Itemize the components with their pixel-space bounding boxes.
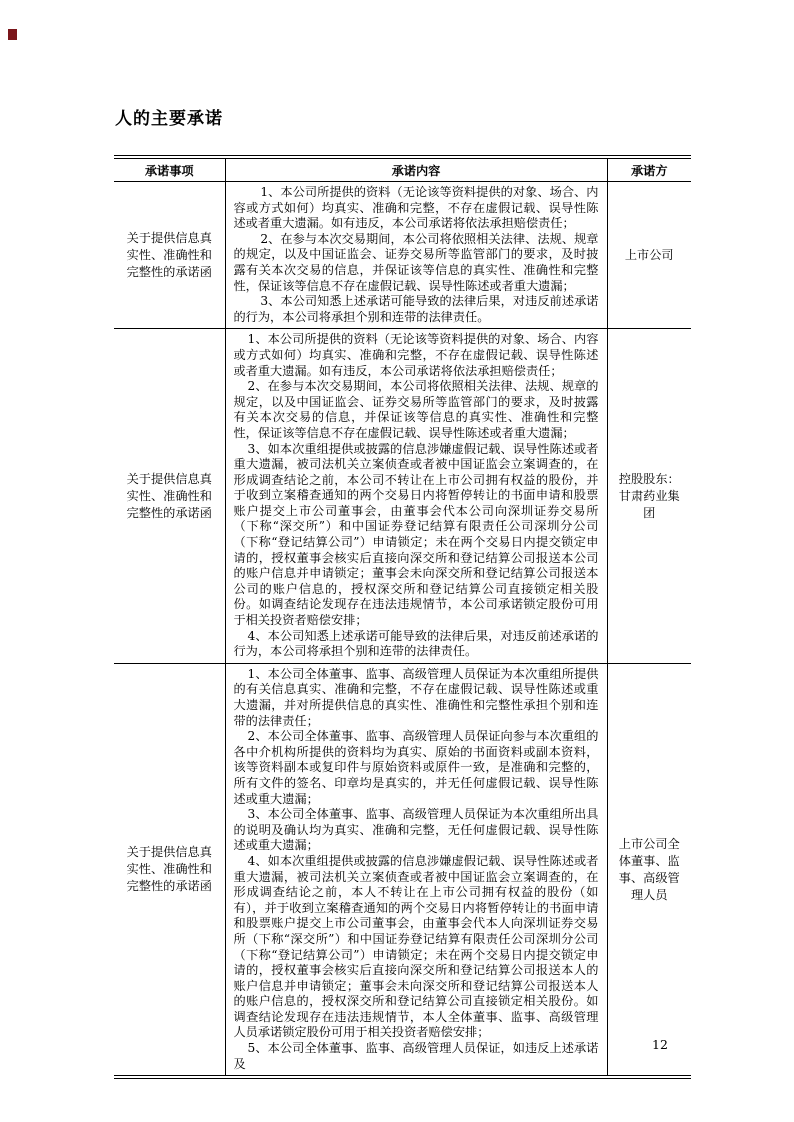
commitment-item: 关于提供信息真实性、准确性和完整性的承诺函 [114,663,225,1075]
content-paragraph: 3、本公司知悉上述承诺可能导致的法律后果，对违反前述承诺的行为，本公司将承担个别和连带的法律责任。 [233,294,599,324]
content-paragraph: 2、本公司全体董事、监事、高级管理人员保证向参与本次重组的各中介机构所提供的资料均为真实、原始的书面资料或副本资料，该等资料副本或复印件与原始资料或原件一致，是准确和完整的，所有文件的签名、印章均是真实的，并无任何虚假记载、误导性陈述或重大遗漏； [233,729,599,806]
commitment-party: 控股股东：甘肃药业集团 [607,329,691,663]
page-number: 12 [652,1037,668,1052]
header-commitment-party: 承诺方 [607,159,691,182]
content-paragraph: 4、如本次重组提供或披露的信息涉嫌虚假记载、误导性陈述或者重大遗漏，被司法机关立案侦查或者被中国证监会立案调查的，在形成调查结论之前，本人不转让在上市公司拥有权益的股份（如有），并于收到立案稽查通知的两个交易日内将暂停转让的书面申请和股票账户提交上市公司董事会，由董事会代本人向深圳证券交易所（下称“深交所”）和中国证券登记结算有限责任公司深圳分公司（下称“登记结算公司”）申请锁定；未在两个交易日内提交锁定申请的，授权董事会核实后直接向深交所和登记结算公司报送本人的账户信息并申请锁定；董事会未向深交所和登记结算公司报送本人的账户信息的，授权深交所和登记结算公司直接锁定相关股份。如调查结论发现存在违法违规情节，本人全体董事、监事、高级管理人员承诺锁定股份可用于相关投资者赔偿安排； [233,853,599,1040]
content-paragraph: 1、本公司所提供的资料（无论该等资料提供的对象、场合、内容或方式如何）均真实、准确和完整，不存在虚假记载、误导性陈述或者重大遗漏。如有违反，本公司承诺将依法承担赔偿责任； [233,185,599,231]
table-row [114,663,691,1075]
table-row [114,329,691,663]
content-paragraph: 2、在参与本次交易期间，本公司将依照相关法律、法规、规章的规定，以及中国证监会、证券交易所等监管部门的要求，及时披露有关本次交易的信息，并保证该等信息的真实性、准确性和完整性，保证该等信息不存在虚假记载、误导性陈述或者重大遗漏； [233,379,599,440]
content-paragraph: 1、本公司所提供的资料（无论该等资料提供的对象、场合、内容或方式如何）均真实、准确和完整，不存在虚假记载、误导性陈述或者重大遗漏。如有违反，本公司承诺将依法承担赔偿责任； [233,332,599,378]
header-commitment-content: 承诺内容 [225,159,607,182]
commitment-party: 上市公司 [607,182,691,329]
commitment-content [225,663,607,1075]
content-paragraph: 4、本公司知悉上述承诺可能导致的法律后果，对违反前述承诺的行为，本公司将承担个别和连带的法律责任。 [233,628,599,659]
commitment-content [225,329,607,663]
page-title: 人的主要承诺 [115,109,223,128]
content-paragraph: 1、本公司全体董事、监事、高级管理人员保证为本次重组所提供的有关信息真实、准确和完整，不存在虚假记载、误导性陈述或重大遗漏，并对所提供信息的真实性、准确性和完整性承担个别和连带的法律责任； [233,666,599,728]
commitments-table-wrap [114,155,691,1079]
commitment-content [225,182,607,329]
commitments-table [114,159,691,1075]
commitment-party: 上市公司全体董事、监事、高级管理人员 [607,663,691,1075]
content-paragraph: 3、如本次重组提供或披露的信息涉嫌虚假记载、误导性陈述或者重大遗漏，被司法机关立案侦查或者被中国证监会立案调查的，在形成调查结论之前，本公司不转让在上市公司拥有权益的股份，并于收到立案稽查通知的两个交易日内将暂停转让的书面申请和股票账户提交上市公司董事会，由董事会代本公司向深圳证券交易所（下称“深交所”）和中国证券登记结算有限责任公司深圳分公司（下称“登记结算公司”）申请锁定；未在两个交易日内提交锁定申请的，授权董事会核实后直接向深交所和登记结算公司报送本公司的账户信息并申请锁定；董事会未向深交所和登记结算公司报送本公司的账户信息的，授权深交所和登记结算公司直接锁定相关股份。如调查结论发现存在违法违规情节，本公司承诺锁定股份可用于相关投资者赔偿安排； [233,441,599,628]
corner-mark [8,29,17,40]
content-paragraph: 3、本公司全体董事、监事、高级管理人员保证为本次重组所出具的说明及确认均为真实、准确和完整，无任何虚假记载、误导性陈述或重大遗漏； [233,807,599,853]
header-commitment-item: 承诺事项 [114,159,225,182]
content-paragraph: 5、本公司全体董事、监事、高级管理人员保证，如违反上述承诺及 [233,1041,599,1071]
table-row [114,182,691,329]
commitment-item: 关于提供信息真实性、准确性和完整性的承诺函 [114,329,225,663]
table-header-row [114,159,691,182]
commitment-item: 关于提供信息真实性、准确性和完整性的承诺函 [114,182,225,329]
content-paragraph: 2、在参与本次交易期间，本公司将依照相关法律、法规、规章的规定，以及中国证监会、证券交易所等监管部门的要求，及时披露有关本次交易的信息，并保证该等信息的真实性、准确性和完整性，保证该等信息不存在虚假记载、误导性陈述或者重大遗漏； [233,231,599,293]
